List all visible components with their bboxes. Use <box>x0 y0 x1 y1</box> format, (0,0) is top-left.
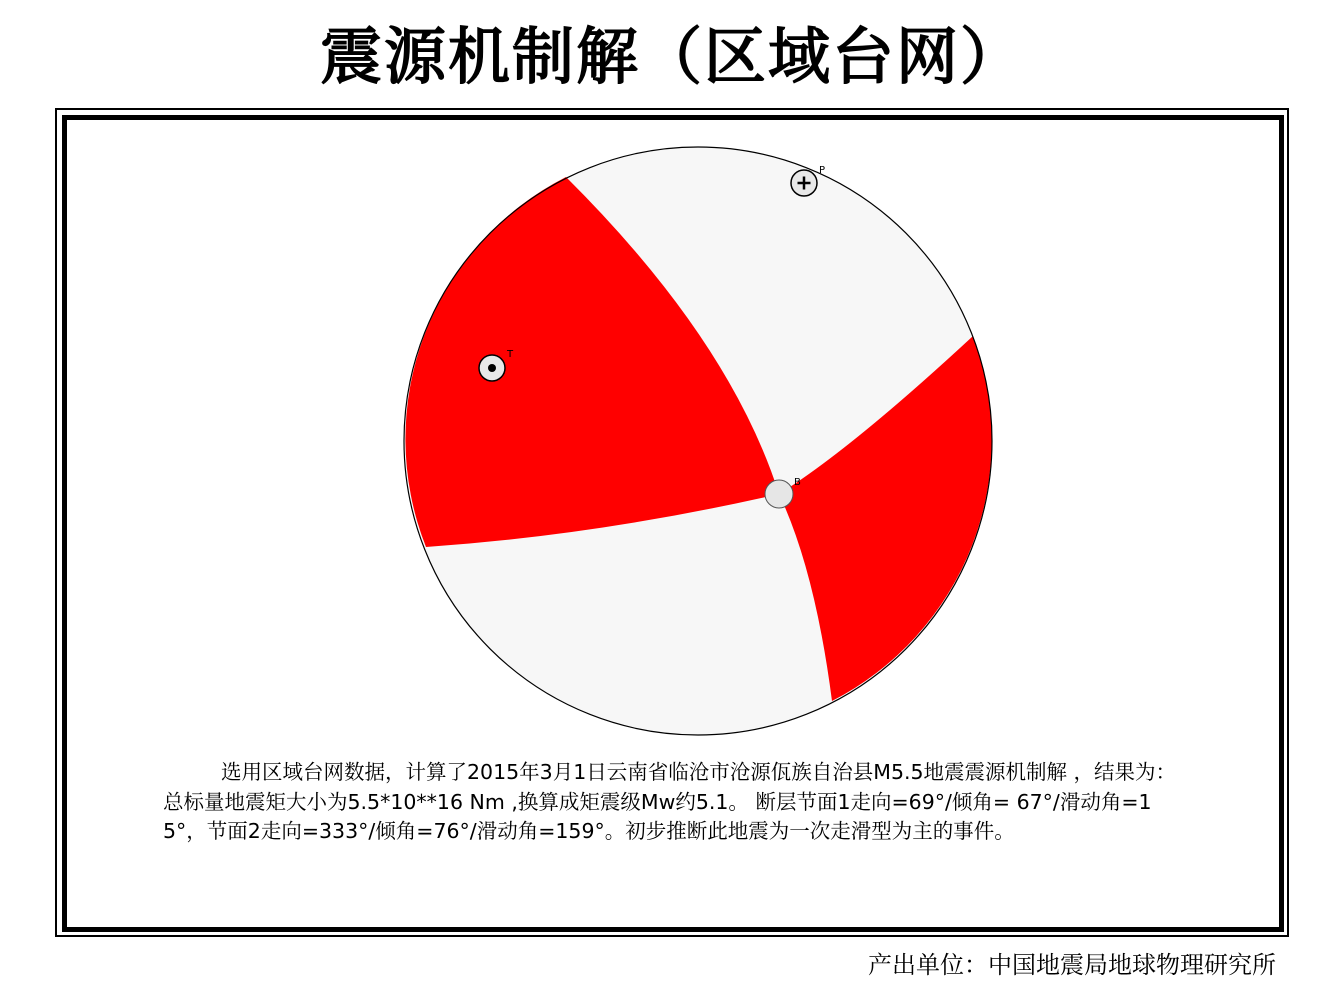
focal-mechanism-beachball <box>400 145 1000 745</box>
p-axis-label: P <box>819 165 826 176</box>
page-title: 震源机制解（区域台网） <box>319 20 1024 93</box>
t-axis-label: T <box>507 349 514 360</box>
grey-circle-icon <box>765 480 793 508</box>
b-axis-label: B <box>794 477 801 488</box>
result-description: 选用区域台网数据，计算了2015年3月1日云南省临沧市沧源佤族自治县M5.5地震震源机制解 ，结果为：总标量地震矩大小为5.5*10**16 Nm ,换算成矩震级Mw约5.1。 断层节面1走向=69°/倾角= 67°/滑动角=15°，节面2走向=333°/倾角=76°/滑动角=159°。初步推断此地震为一次走滑型为主的事件。 <box>163 760 1177 843</box>
producer-credit: 产出单位：中国地震局地球物理研究所 <box>868 951 1276 979</box>
